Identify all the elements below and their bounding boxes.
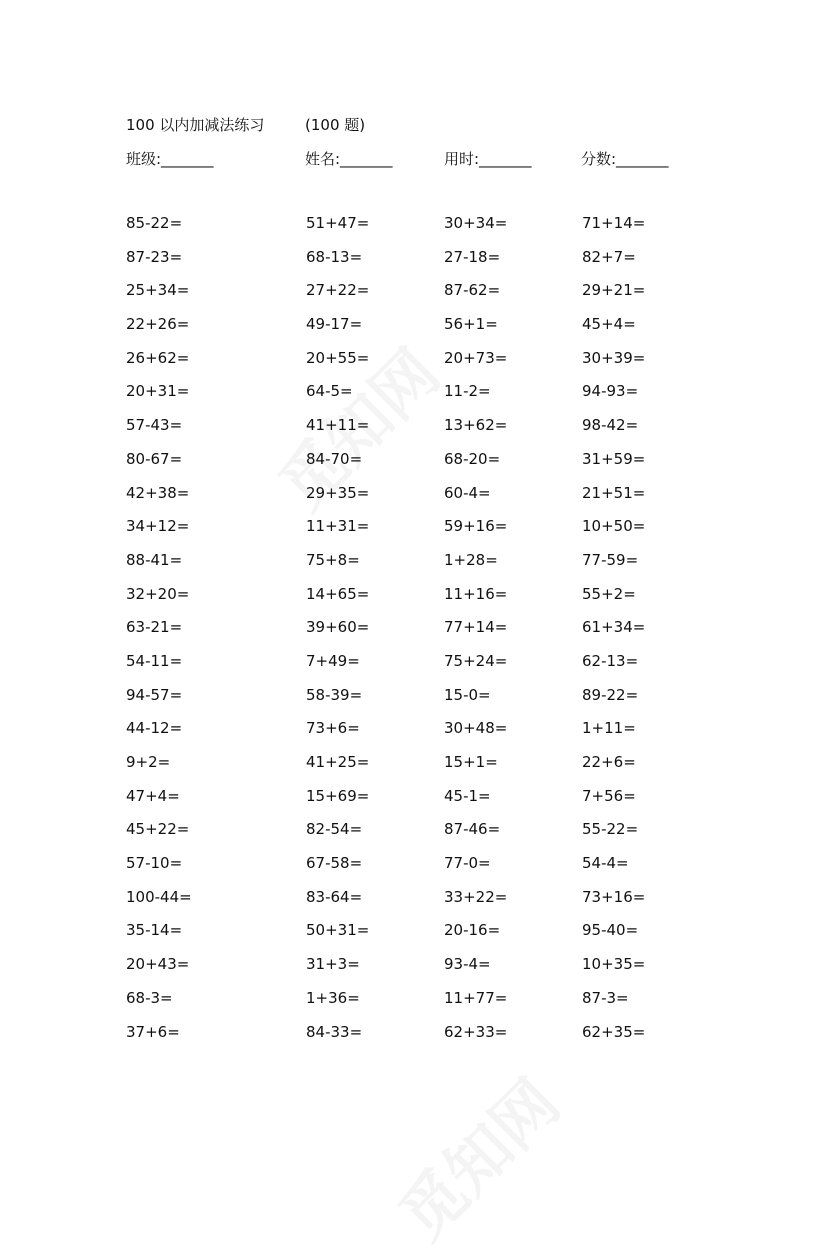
- math-problem: 55-22=: [582, 820, 639, 839]
- math-problem: 20+31=: [126, 382, 190, 401]
- name-field: 姓名:_______: [305, 150, 393, 168]
- math-problem: 20+73=: [444, 348, 508, 367]
- math-problem: 60-4=: [444, 483, 491, 502]
- math-problem: 82-54=: [306, 820, 363, 839]
- math-problem: 82+7=: [582, 247, 636, 266]
- math-problem: 47+4=: [126, 786, 180, 805]
- problem-count: (100 题): [305, 116, 366, 134]
- math-problem: 61+34=: [582, 618, 646, 637]
- math-problem: 84-70=: [306, 449, 363, 468]
- math-problem: 75+24=: [444, 651, 508, 670]
- math-problem: 30+39=: [582, 348, 646, 367]
- math-problem: 11+16=: [444, 584, 508, 603]
- math-problem: 7+49=: [306, 651, 360, 670]
- math-problem: 54-4=: [582, 854, 629, 873]
- math-problem: 83-64=: [306, 887, 363, 906]
- math-problem: 77-0=: [444, 854, 491, 873]
- math-problem: 87-46=: [444, 820, 501, 839]
- math-problem: 55+2=: [582, 584, 636, 603]
- math-problem: 11+31=: [306, 517, 370, 536]
- math-problem: 1+11=: [582, 719, 636, 738]
- math-problem: 94-93=: [582, 382, 639, 401]
- math-problem: 88-41=: [126, 550, 183, 569]
- math-problem: 25+34=: [126, 281, 190, 300]
- math-problem: 89-22=: [582, 685, 639, 704]
- watermark-bottom: [376, 1056, 577, 1256]
- math-problem: 57-10=: [126, 854, 183, 873]
- math-problem: 27-18=: [444, 247, 501, 266]
- math-problem: 45+22=: [126, 820, 190, 839]
- math-problem: 64-5=: [306, 382, 353, 401]
- math-problem: 34+12=: [126, 517, 190, 536]
- math-problem: 27+22=: [306, 281, 370, 300]
- math-problem: 29+35=: [306, 483, 370, 502]
- math-problem: 30+34=: [444, 214, 508, 232]
- math-problem: 68-3=: [126, 988, 173, 1007]
- math-problem: 13+62=: [444, 416, 508, 435]
- math-problem: 59+16=: [444, 517, 508, 536]
- math-problem: 31+3=: [306, 955, 360, 974]
- math-problem: 20+55=: [306, 348, 370, 367]
- math-problem: 100-44=: [126, 887, 192, 906]
- math-problem: 29+21=: [582, 281, 646, 300]
- math-problem: 62+33=: [444, 1022, 508, 1041]
- problem-grid: [126, 212, 702, 1054]
- math-problem: 45+4=: [582, 315, 636, 334]
- math-problem: 57-43=: [126, 416, 183, 435]
- math-problem: 42+38=: [126, 483, 190, 502]
- math-problem: 50+31=: [306, 921, 370, 940]
- math-problem: 67-58=: [306, 854, 363, 873]
- math-problem: 54-11=: [126, 651, 183, 670]
- math-problem: 39+60=: [306, 618, 370, 637]
- math-problem: 9+2=: [126, 753, 171, 771]
- math-problem: 87-23=: [126, 247, 183, 266]
- math-problem: 20+43=: [126, 955, 190, 974]
- math-problem: 68-13=: [306, 247, 363, 266]
- math-problem: 1+36=: [306, 988, 360, 1007]
- math-problem: 51+47=: [306, 214, 370, 232]
- math-problem: 22+26=: [126, 315, 190, 334]
- math-problem: 26+62=: [126, 348, 190, 367]
- math-problem: 94-57=: [126, 685, 183, 704]
- score-field: 分数:_______: [581, 150, 669, 168]
- math-problem: 73+6=: [306, 719, 360, 738]
- math-problem: 31+59=: [582, 449, 646, 468]
- math-problem: 7+56=: [582, 786, 636, 805]
- math-problem: 98-42=: [582, 416, 639, 435]
- math-problem: 35-14=: [126, 921, 183, 940]
- math-problem: 22+6=: [582, 753, 636, 771]
- math-problem: 75+8=: [306, 550, 360, 569]
- math-problem: 11-2=: [444, 382, 491, 401]
- class-field: 班级:_______: [126, 150, 214, 168]
- math-problem: 41+25=: [306, 753, 370, 771]
- math-problem: 10+35=: [582, 955, 646, 974]
- math-problem: 11+77=: [444, 988, 508, 1007]
- math-problem: 58-39=: [306, 685, 363, 704]
- math-problem: 87-62=: [444, 281, 501, 300]
- math-problem: 56+1=: [444, 315, 498, 334]
- math-problem: 15+1=: [444, 753, 498, 771]
- math-problem: 41+11=: [306, 416, 370, 435]
- math-problem: 84-33=: [306, 1022, 363, 1041]
- math-problem: 62+35=: [582, 1022, 646, 1041]
- math-problem: 32+20=: [126, 584, 190, 603]
- math-problem: 14+65=: [306, 584, 370, 603]
- math-problem: 62-13=: [582, 651, 639, 670]
- math-problem: 71+14=: [582, 214, 646, 232]
- math-problem: 37+6=: [126, 1022, 180, 1041]
- math-problem: 95-40=: [582, 921, 639, 940]
- math-problem: 87-3=: [582, 988, 629, 1007]
- math-problem: 1+28=: [444, 550, 498, 569]
- math-problem: 20-16=: [444, 921, 501, 940]
- math-problem: 21+51=: [582, 483, 646, 502]
- math-problem: 15-0=: [444, 685, 491, 704]
- math-problem: 93-4=: [444, 955, 491, 974]
- math-problem: 44-12=: [126, 719, 183, 738]
- math-problem: 73+16=: [582, 887, 646, 906]
- worksheet-title: 100 以内加减法练习: [126, 116, 265, 134]
- math-problem: 80-67=: [126, 449, 183, 468]
- math-problem: 15+69=: [306, 786, 370, 805]
- math-problem: 63-21=: [126, 618, 183, 637]
- math-problem: 85-22=: [126, 214, 183, 232]
- time-field: 用时:_______: [444, 150, 532, 168]
- math-problem: 68-20=: [444, 449, 501, 468]
- math-problem: 33+22=: [444, 887, 508, 906]
- math-problem: 49-17=: [306, 315, 363, 334]
- math-problem: 10+50=: [582, 517, 646, 536]
- math-problem: 45-1=: [444, 786, 491, 805]
- math-problem: 77-59=: [582, 550, 639, 569]
- math-problem: 30+48=: [444, 719, 508, 738]
- math-problem: 77+14=: [444, 618, 508, 637]
